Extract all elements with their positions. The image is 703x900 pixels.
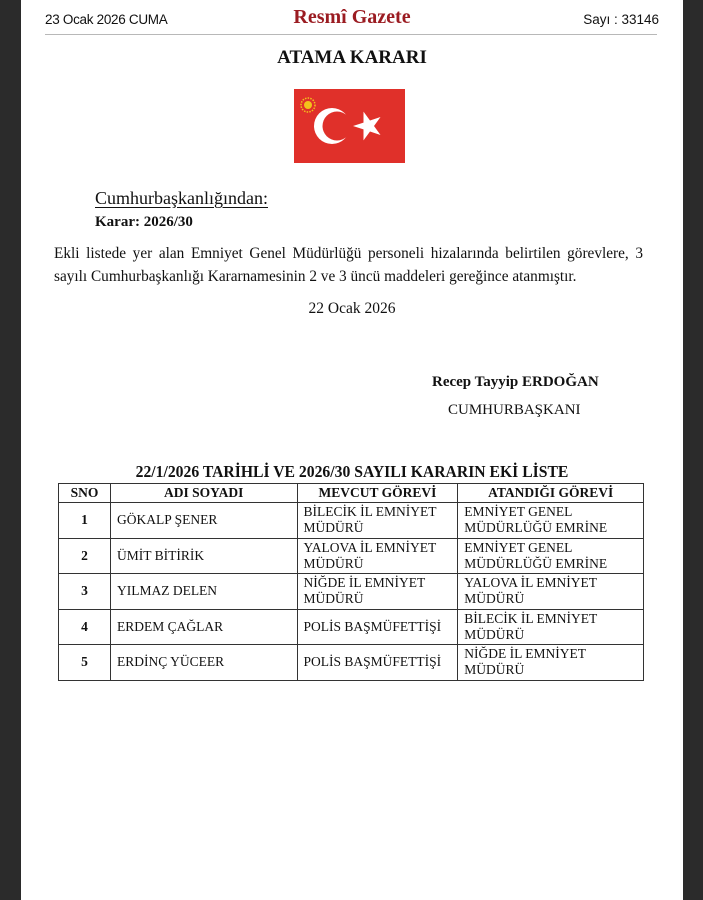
issue-date: 23 Ocak 2026 CUMA [45,12,168,27]
row-number: 3 [59,574,111,610]
table-row [59,503,644,539]
current-position: BİLECİK İL EMNİYET MÜDÜRÜ [297,503,458,539]
list-title: 22/1/2026 TARİHLİ VE 2026/30 SAYILI KARARIN EKİ LİSTE [135,462,569,481]
row-number: 1 [59,503,111,539]
full-name: GÖKALP ŞENER [110,503,297,539]
decision-date: 22 Ocak 2026 [308,300,396,317]
table-header-row [59,484,644,503]
presidential-flag-icon [294,89,405,163]
decision-number: Karar: 2026/30 [95,214,193,230]
assigned-position: BİLECİK İL EMNİYET MÜDÜRÜ [458,609,644,645]
full-name: ÜMİT BİTİRİK [110,538,297,574]
signer-name: Recep Tayyip ERDOĞAN [432,374,599,390]
appointment-table [58,483,644,681]
table-row [59,645,644,681]
current-position: POLİS BAŞMÜFETTİŞİ [297,645,458,681]
row-number: 4 [59,609,111,645]
row-number: 5 [59,645,111,681]
current-position: POLİS BAŞMÜFETTİŞİ [297,609,458,645]
assigned-position: EMNİYET GENEL MÜDÜRLÜĞÜ EMRİNE [458,503,644,539]
decision-body: Ekli listede yer alan Emniyet Genel Müdürlüğü personeli hizalarında belirtilen görevlere, 3 sayılı Cumhurbaşkanlığı Kararnamesinin 2 ve 3 üncü maddeleri gereğince atanmıştır. [54,245,643,285]
row-number: 2 [59,538,111,574]
column-header: SNO [59,484,111,503]
document-title: ATAMA KARARI [277,47,427,68]
issue-number: Sayı : 33146 [583,12,659,27]
table-row [59,574,644,610]
gazette-page [21,0,683,900]
column-header: ATANDIĞI GÖREVİ [458,484,644,503]
assigned-position: NİĞDE İL EMNİYET MÜDÜRÜ [458,645,644,681]
authority-heading: Cumhurbaşkanlığından: [95,188,268,208]
table-row [59,609,644,645]
signer-title: CUMHURBAŞKANI [448,402,581,418]
gazette-title: Resmî Gazete [293,6,411,28]
assigned-position: YALOVA İL EMNİYET MÜDÜRÜ [458,574,644,610]
current-position: NİĞDE İL EMNİYET MÜDÜRÜ [297,574,458,610]
header-divider [45,34,657,35]
full-name: YILMAZ DELEN [110,574,297,610]
full-name: ERDEM ÇAĞLAR [110,609,297,645]
table-row [59,538,644,574]
column-header: MEVCUT GÖREVİ [297,484,458,503]
column-header: ADI SOYADI [110,484,297,503]
assigned-position: EMNİYET GENEL MÜDÜRLÜĞÜ EMRİNE [458,538,644,574]
full-name: ERDİNÇ YÜCEER [110,645,297,681]
current-position: YALOVA İL EMNİYET MÜDÜRÜ [297,538,458,574]
